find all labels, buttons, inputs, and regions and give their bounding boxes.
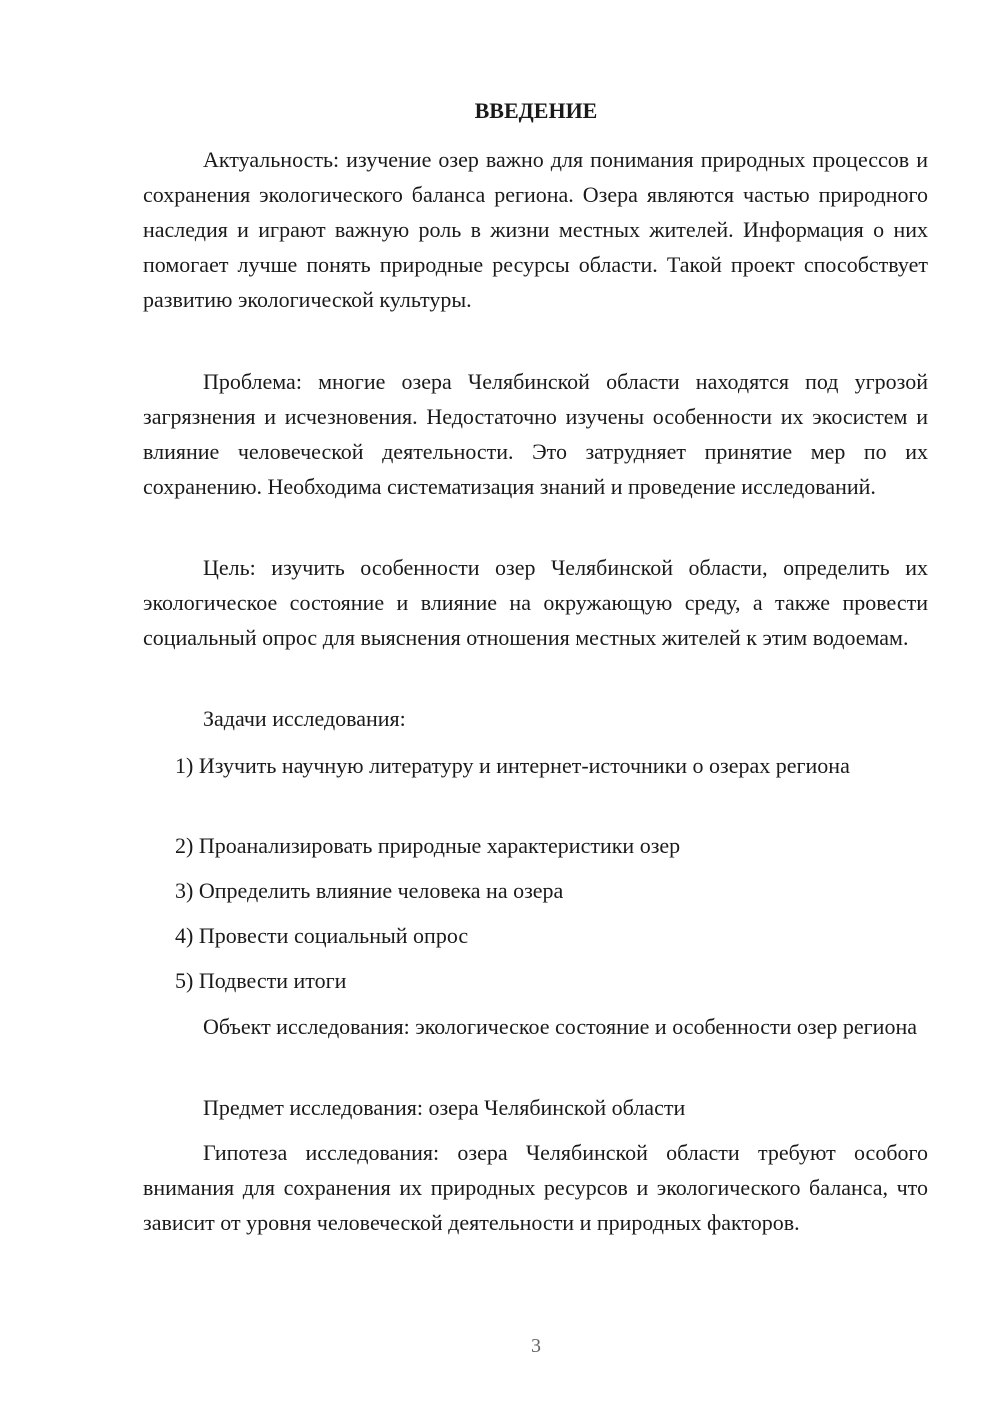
problem-paragraph: Проблема: многие озера Челябинской области находятся под угрозой загрязнения и исчезновения. Недостаточно изучены особенности их экосистем и влияние человеческой деятельности. Это затрудняет принятие мер по их сохранению. Необходима систематизация знаний и проведение исследований. [143, 369, 928, 499]
task-item-1: 1) Изучить научную литературу и интернет-источники о озерах региона [175, 753, 850, 778]
task-item-4: 4) Провести социальный опрос [175, 923, 469, 948]
object-paragraph: Объект исследования: экологическое состояние и особенности озер региона [203, 1014, 917, 1039]
hypothesis-paragraph: Гипотеза исследования: озера Челябинской области требуют особого внимания для сохранения их природных ресурсов и экологического баланса, что зависит от уровня человеческой деятельности и природных факторов. [143, 1140, 928, 1235]
goal-paragraph: Цель: изучить особенности озер Челябинской области, определить их экологическое состояние и влияние на окружающую среду, а также провести социальный опрос для выяснения отношения местных жителей к этим водоемам. [143, 555, 928, 650]
page-number: 3 [531, 1335, 541, 1357]
tasks-heading: Задачи исследования: [203, 706, 406, 731]
task-item-5: 5) Подвести итоги [175, 968, 347, 993]
relevance-paragraph: Актуальность: изучение озер важно для понимания природных процессов и сохранения экологического баланса региона. Озера являются частью природного наследия и играют важную роль в жизни местных жителей. Информация о них помогает лучше понять природные ресурсы области. Такой проект способствует развитию экологической культуры. [143, 147, 928, 312]
task-item-2: 2) Проанализировать природные характеристики озер [175, 833, 681, 858]
task-item-3: 3) Определить влияние человека на озера [175, 878, 564, 903]
section-title: ВВЕДЕНИЕ [474, 98, 598, 123]
subject-paragraph: Предмет исследования: озера Челябинской области [203, 1095, 686, 1120]
